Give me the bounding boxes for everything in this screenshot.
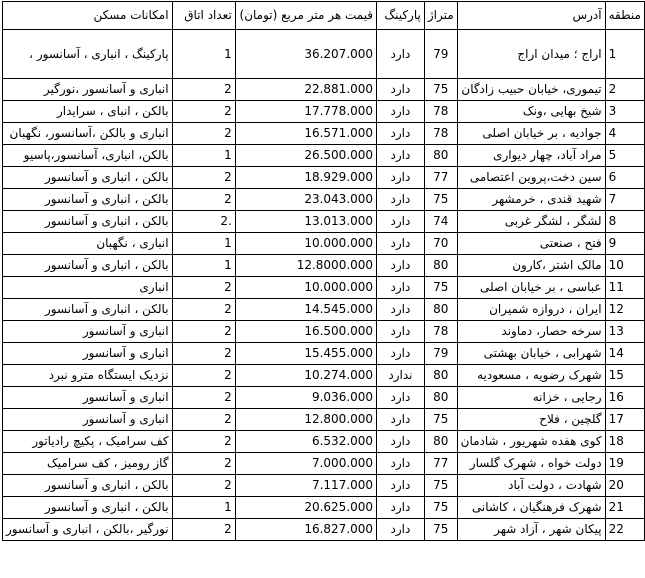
cell-region: 4 — [605, 123, 644, 145]
cell-rooms: 2 — [172, 299, 235, 321]
cell-region: 6 — [605, 167, 644, 189]
cell-amenities: بالکن ، انباری و آسانسور — [3, 497, 173, 519]
cell-amenities: انباری — [3, 277, 173, 299]
cell-rooms: 1 — [172, 30, 235, 79]
cell-region: 8 — [605, 211, 644, 233]
header-price: قیمت هر متر مربع (تومان) — [235, 2, 376, 30]
cell-parking: دارد — [377, 277, 425, 299]
cell-parking: دارد — [377, 299, 425, 321]
table-row — [3, 277, 645, 299]
cell-amenities: پارکینگ ، انباری ، آسانسور ، — [3, 30, 173, 79]
cell-area: 75 — [424, 189, 457, 211]
cell-area: 80 — [424, 365, 457, 387]
cell-area: 79 — [424, 30, 457, 79]
cell-address: سرخه حصار، دماوند — [457, 321, 605, 343]
cell-price: 18.929.000 — [235, 167, 376, 189]
cell-price: 16.500.000 — [235, 321, 376, 343]
cell-address: شیخ بهایی ،ونک — [457, 101, 605, 123]
cell-rooms: 2 — [172, 409, 235, 431]
cell-amenities: نزدیک ایستگاه مترو نبرد — [3, 365, 173, 387]
header-row — [3, 2, 645, 30]
cell-area: 75 — [424, 277, 457, 299]
cell-parking: دارد — [377, 519, 425, 541]
cell-region: 21 — [605, 497, 644, 519]
cell-amenities: بالکن ، انباری و آسانسور — [3, 299, 173, 321]
cell-area: 75 — [424, 475, 457, 497]
cell-region: 2 — [605, 79, 644, 101]
cell-price: 26.500.000 — [235, 145, 376, 167]
table-row — [3, 189, 645, 211]
cell-amenities: بالکن ، انبای ، سرایدار — [3, 101, 173, 123]
cell-area: 74 — [424, 211, 457, 233]
cell-rooms: 2 — [172, 343, 235, 365]
cell-price: 7.117.000 — [235, 475, 376, 497]
cell-rooms: 2 — [172, 519, 235, 541]
cell-amenities: بالکن ، انباری و آسانسور — [3, 475, 173, 497]
header-area: متراژ — [424, 2, 457, 30]
cell-rooms: 2 — [172, 101, 235, 123]
cell-amenities: بالکن، انباری، آسانسور،پاسیو — [3, 145, 173, 167]
table-row — [3, 255, 645, 277]
cell-address: تیموری، خیابان حبیب زادگان — [457, 79, 605, 101]
table-row — [3, 233, 645, 255]
cell-price: 12.8000.000 — [235, 255, 376, 277]
cell-parking: دارد — [377, 101, 425, 123]
cell-address: رجایی ، خزانه — [457, 387, 605, 409]
cell-price: 10.000.000 — [235, 277, 376, 299]
cell-amenities: بالکن ، انباری و آسانسور — [3, 211, 173, 233]
cell-area: 77 — [424, 453, 457, 475]
header-amenities: امکانات مسکن — [3, 2, 173, 30]
cell-rooms: 2 — [172, 79, 235, 101]
cell-rooms: 1 — [172, 497, 235, 519]
cell-region: 5 — [605, 145, 644, 167]
cell-area: 75 — [424, 79, 457, 101]
cell-price: 14.545.000 — [235, 299, 376, 321]
cell-rooms: 2 — [172, 475, 235, 497]
cell-region: 16 — [605, 387, 644, 409]
cell-parking: دارد — [377, 475, 425, 497]
cell-parking: دارد — [377, 255, 425, 277]
cell-region: 9 — [605, 233, 644, 255]
cell-rooms: 2 — [172, 453, 235, 475]
cell-region: 19 — [605, 453, 644, 475]
cell-parking: دارد — [377, 497, 425, 519]
table-row — [3, 409, 645, 431]
cell-price: 12.800.000 — [235, 409, 376, 431]
cell-parking: دارد — [377, 431, 425, 453]
cell-region: 12 — [605, 299, 644, 321]
cell-address: جوادیه ، بر خیابان اصلی — [457, 123, 605, 145]
cell-area: 80 — [424, 255, 457, 277]
cell-address: گلچین ، فلاح — [457, 409, 605, 431]
table-row — [3, 387, 645, 409]
cell-amenities: کف سرامیک ، پکیچ رادیاتور — [3, 431, 173, 453]
cell-address: شهادت ، دولت آباد — [457, 475, 605, 497]
cell-rooms: 1 — [172, 233, 235, 255]
cell-area: 78 — [424, 123, 457, 145]
header-region: منطقه — [605, 2, 644, 30]
table-row — [3, 453, 645, 475]
cell-address: فتح ، صنعتی — [457, 233, 605, 255]
header-parking: پارکینگ — [377, 2, 425, 30]
cell-price: 17.778.000 — [235, 101, 376, 123]
cell-amenities: انباری و آسانسور — [3, 343, 173, 365]
housing-table — [2, 1, 645, 541]
table-row — [3, 431, 645, 453]
cell-price: 9.036.000 — [235, 387, 376, 409]
table-row — [3, 299, 645, 321]
header-address: آدرس — [457, 2, 605, 30]
table-row — [3, 519, 645, 541]
cell-parking: ندارد — [377, 365, 425, 387]
table-row — [3, 101, 645, 123]
cell-price: 15.455.000 — [235, 343, 376, 365]
cell-rooms: 2. — [172, 211, 235, 233]
cell-amenities: انباری و آسانسور ،نورگیر — [3, 79, 173, 101]
cell-address: لشگر ، لشگر غربی — [457, 211, 605, 233]
cell-region: 1 — [605, 30, 644, 79]
cell-area: 80 — [424, 431, 457, 453]
cell-rooms: 2 — [172, 365, 235, 387]
cell-price: 20.625.000 — [235, 497, 376, 519]
cell-region: 17 — [605, 409, 644, 431]
cell-rooms: 2 — [172, 167, 235, 189]
cell-rooms: 2 — [172, 431, 235, 453]
cell-region: 3 — [605, 101, 644, 123]
cell-area: 80 — [424, 387, 457, 409]
table-row — [3, 365, 645, 387]
cell-rooms: 2 — [172, 387, 235, 409]
cell-area: 79 — [424, 343, 457, 365]
table-row — [3, 321, 645, 343]
cell-price: 6.532.000 — [235, 431, 376, 453]
cell-region: 7 — [605, 189, 644, 211]
cell-parking: دارد — [377, 145, 425, 167]
cell-parking: دارد — [377, 189, 425, 211]
cell-price: 22.881.000 — [235, 79, 376, 101]
cell-address: سین دخت،پروین اعتصامی — [457, 167, 605, 189]
cell-address: شهرابی ، خیابان بهشتی — [457, 343, 605, 365]
cell-price: 23.043.000 — [235, 189, 376, 211]
cell-address: اراج ؛ میدان اراج — [457, 30, 605, 79]
cell-rooms: 1 — [172, 255, 235, 277]
table-row — [3, 123, 645, 145]
cell-price: 7.000.000 — [235, 453, 376, 475]
cell-rooms: 2 — [172, 321, 235, 343]
cell-amenities: انباری و آسانسور — [3, 387, 173, 409]
cell-area: 75 — [424, 409, 457, 431]
cell-price: 16.827.000 — [235, 519, 376, 541]
cell-parking: دارد — [377, 233, 425, 255]
cell-area: 77 — [424, 167, 457, 189]
cell-parking: دارد — [377, 453, 425, 475]
cell-amenities: انباری ، نگهبان — [3, 233, 173, 255]
cell-area: 75 — [424, 519, 457, 541]
cell-address: مالک اشتر ،کارون — [457, 255, 605, 277]
table-row — [3, 343, 645, 365]
cell-parking: دارد — [377, 387, 425, 409]
cell-region: 15 — [605, 365, 644, 387]
cell-address: شهرک رضویه ، مسعودیه — [457, 365, 605, 387]
cell-region: 14 — [605, 343, 644, 365]
cell-parking: دارد — [377, 79, 425, 101]
cell-price: 36.207.000 — [235, 30, 376, 79]
cell-area: 80 — [424, 145, 457, 167]
cell-area: 75 — [424, 497, 457, 519]
cell-amenities: انباری و آسانسور — [3, 409, 173, 431]
cell-parking: دارد — [377, 167, 425, 189]
table-row — [3, 167, 645, 189]
cell-region: 11 — [605, 277, 644, 299]
cell-amenities: گاز رومیز ، کف سرامیک — [3, 453, 173, 475]
cell-amenities: بالکن ، انباری و آسانسور — [3, 167, 173, 189]
cell-price: 10.000.000 — [235, 233, 376, 255]
cell-region: 10 — [605, 255, 644, 277]
table-row — [3, 79, 645, 101]
cell-address: شهید قندی ، خرمشهر — [457, 189, 605, 211]
cell-amenities: انباری و بالکن ،آسانسور، نگهبان — [3, 123, 173, 145]
cell-amenities: انباری و آسانسور — [3, 321, 173, 343]
cell-region: 22 — [605, 519, 644, 541]
cell-amenities: بالکن ، انباری و آسانسور — [3, 255, 173, 277]
cell-region: 20 — [605, 475, 644, 497]
cell-address: ایران ، دروازه شمیران — [457, 299, 605, 321]
cell-price: 16.571.000 — [235, 123, 376, 145]
table-row — [3, 211, 645, 233]
table-row — [3, 30, 645, 79]
cell-rooms: 1 — [172, 145, 235, 167]
cell-region: 13 — [605, 321, 644, 343]
cell-rooms: 2 — [172, 277, 235, 299]
cell-parking: دارد — [377, 409, 425, 431]
cell-parking: دارد — [377, 211, 425, 233]
cell-parking: دارد — [377, 343, 425, 365]
cell-region: 18 — [605, 431, 644, 453]
cell-address: شهرک فرهنگیان ، کاشانی — [457, 497, 605, 519]
cell-parking: دارد — [377, 123, 425, 145]
cell-rooms: 2 — [172, 189, 235, 211]
cell-address: مراد آباد، چهار دیواری — [457, 145, 605, 167]
cell-amenities: نورگیر ،بالکن ، انباری و آسانسور — [3, 519, 173, 541]
cell-area: 70 — [424, 233, 457, 255]
cell-address: کوی هفده شهریور ، شادمان — [457, 431, 605, 453]
cell-address: دولت خواه ، شهرک گلسار — [457, 453, 605, 475]
cell-price: 13.013.000 — [235, 211, 376, 233]
cell-area: 78 — [424, 101, 457, 123]
cell-area: 80 — [424, 299, 457, 321]
table-row — [3, 475, 645, 497]
cell-rooms: 2 — [172, 123, 235, 145]
table-row — [3, 145, 645, 167]
cell-parking: دارد — [377, 30, 425, 79]
cell-address: پیکان شهر ، آزاد شهر — [457, 519, 605, 541]
cell-parking: دارد — [377, 321, 425, 343]
cell-address: عباسی ، بر خیابان اصلی — [457, 277, 605, 299]
header-rooms: تعداد اتاق — [172, 2, 235, 30]
cell-area: 78 — [424, 321, 457, 343]
table-row — [3, 497, 645, 519]
cell-price: 10.274.000 — [235, 365, 376, 387]
cell-amenities: بالکن ، انباری و آسانسور — [3, 189, 173, 211]
